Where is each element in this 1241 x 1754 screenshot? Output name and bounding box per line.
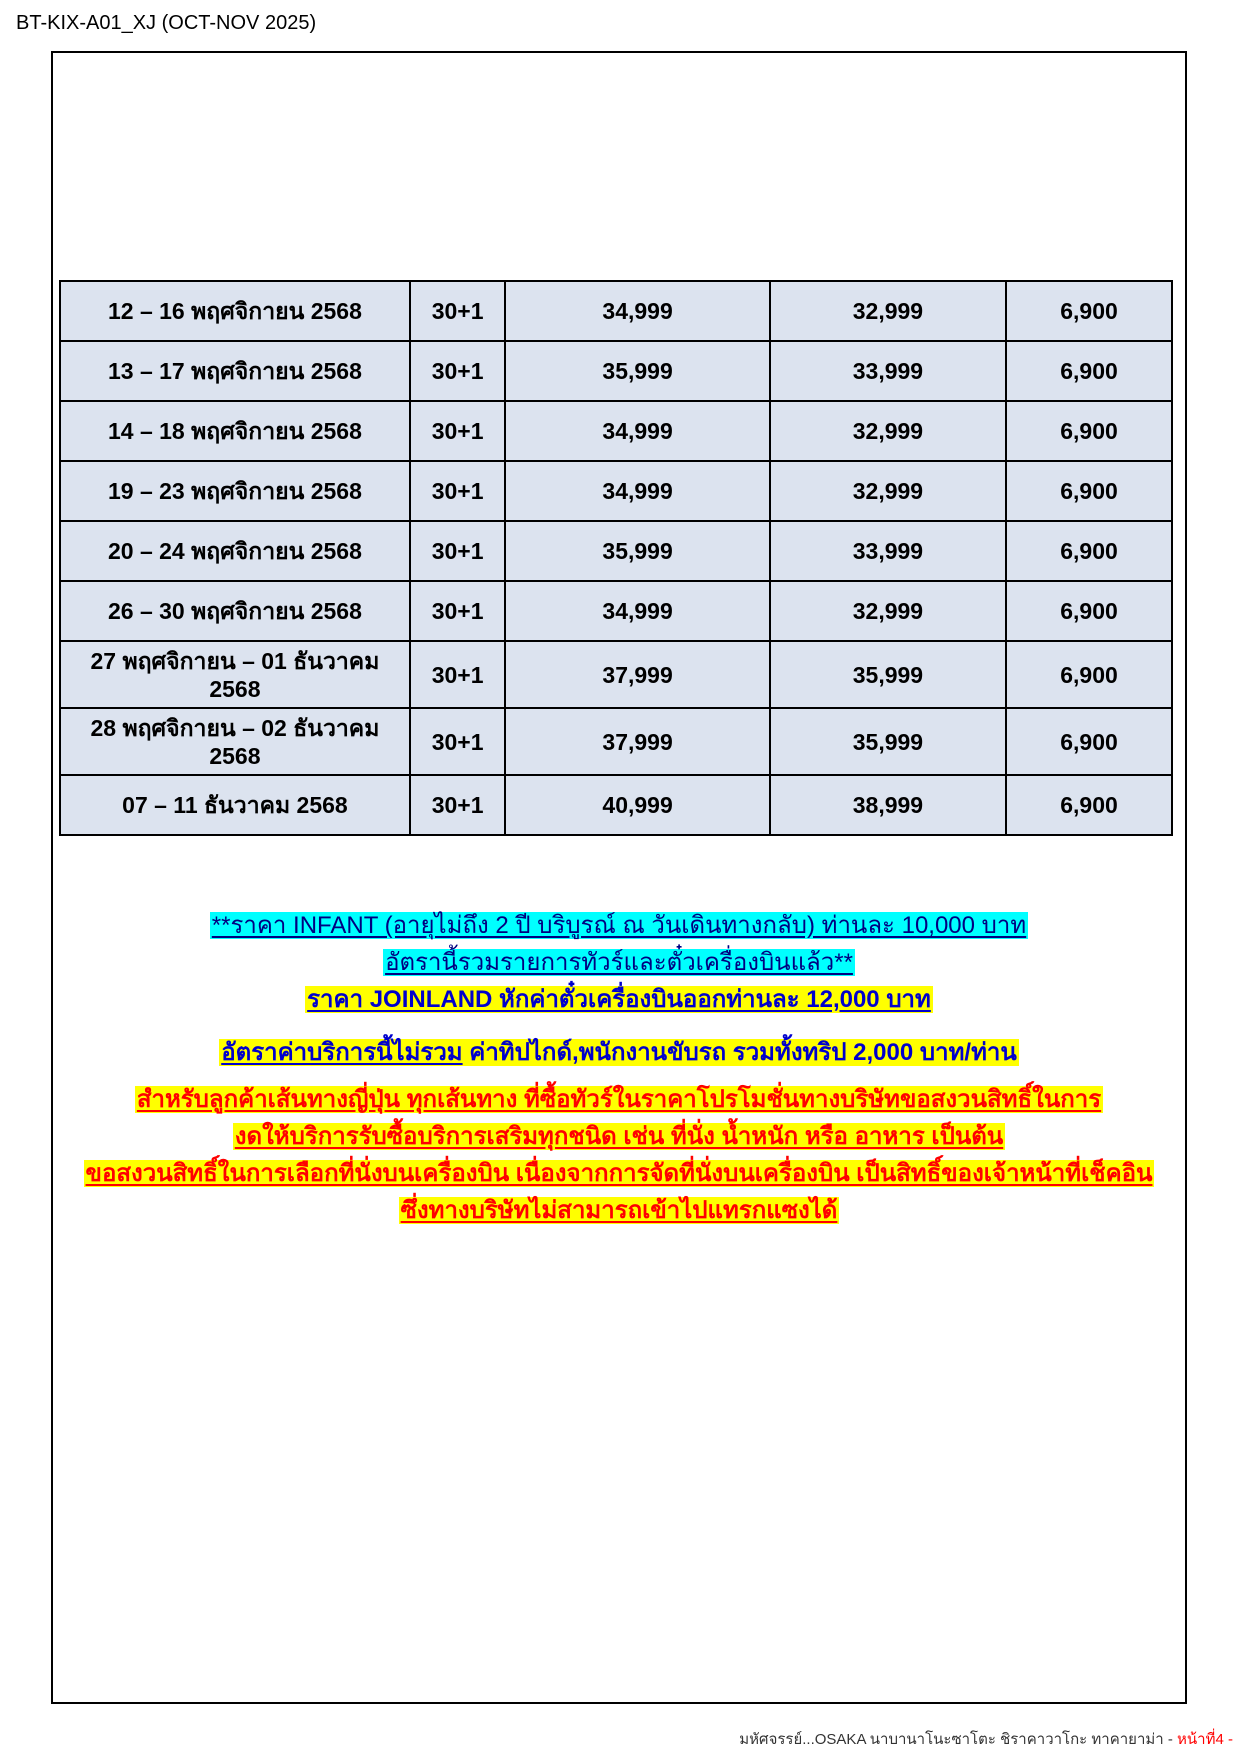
price-b-cell: 38,999	[770, 775, 1006, 835]
tip-note-highlight	[219, 1039, 1019, 1066]
date-cell: 28 พฤศจิกายน – 02 ธันวาคม 2568	[60, 708, 410, 775]
seats-cell: 30+1	[410, 341, 506, 401]
price-c-cell: 6,900	[1006, 708, 1172, 775]
joinland-note-text: ราคา JOINLAND หักค่าตั๋วเครื่องบินออกท่านละ 12,000 บาท	[307, 986, 931, 1013]
date-cell: 27 พฤศจิกายน – 01 ธันวาคม 2568	[60, 641, 410, 708]
date-cell: 07 – 11 ธันวาคม 2568	[60, 775, 410, 835]
condition-text-3: ขอสงวนสิทธิ์ในการเลือกที่นั่งบนเครื่องบิน เนื่องจากการจัดที่นั่งบนเครื่องบิน เป็นสิทธิ์ของเจ้าหน้าที่เช็คอิน	[85, 1160, 1153, 1187]
price-a-cell: 35,999	[505, 341, 769, 401]
price-a-cell: 34,999	[505, 281, 769, 341]
table-row	[60, 775, 1172, 835]
infant-note-text: **ราคา INFANT (อายุไม่ถึง 2 ปี บริบูรณ์ ณ วันเดินทางกลับ) ท่านละ 10,000 บาท	[211, 912, 1027, 939]
condition-line-2	[51, 1122, 1187, 1159]
date-cell: 19 – 23 พฤศจิกายน 2568	[60, 461, 410, 521]
date-cell: 13 – 17 พฤศจิกายน 2568	[60, 341, 410, 401]
tip-note-rest: ค่าทิปไกด์,พนักงานขับรถ รวมทั้งทริป 2,000 บาท/ท่าน	[462, 1039, 1017, 1066]
infant-note-text-2: อัตรานี้รวมรายการทัวร์และตั๋วเครื่องบินแล้ว**	[385, 949, 853, 976]
price-c-cell: 6,900	[1006, 281, 1172, 341]
table-row	[60, 461, 1172, 521]
infant-note-line-2	[51, 948, 1187, 985]
table-row	[60, 641, 1172, 708]
price-c-cell: 6,900	[1006, 341, 1172, 401]
price-a-cell: 34,999	[505, 581, 769, 641]
condition-line-4	[51, 1196, 1187, 1233]
seats-cell: 30+1	[410, 401, 506, 461]
price-c-cell: 6,900	[1006, 581, 1172, 641]
document-code: BT-KIX-A01_XJ (OCT-NOV 2025)	[16, 12, 317, 34]
price-a-cell: 35,999	[505, 521, 769, 581]
seats-cell: 30+1	[410, 775, 506, 835]
tip-note-line	[51, 1038, 1187, 1075]
date-cell: 12 – 16 พฤศจิกายน 2568	[60, 281, 410, 341]
price-c-cell: 6,900	[1006, 401, 1172, 461]
price-c-cell: 6,900	[1006, 461, 1172, 521]
price-c-cell: 6,900	[1006, 641, 1172, 708]
date-cell: 14 – 18 พฤศจิกายน 2568	[60, 401, 410, 461]
condition-text-4: ซึ่งทางบริษัทไม่สามารถเข้าไปแทรกแซงได้	[400, 1197, 838, 1224]
tip-note-prefix: อัตราค่าบริการนี้ไม่รวม	[221, 1039, 463, 1066]
price-b-cell: 32,999	[770, 461, 1006, 521]
seats-cell: 30+1	[410, 521, 506, 581]
price-b-cell: 33,999	[770, 341, 1006, 401]
table-row	[60, 708, 1172, 775]
condition-text-2: งดให้บริการรับซื้อบริการเสริมทุกชนิด เช่น ที่นั่ง น้ำหนัก หรือ อาหาร เป็นต้น	[234, 1123, 1004, 1150]
page-footer	[739, 1727, 1233, 1751]
price-b-cell: 33,999	[770, 521, 1006, 581]
table-row	[60, 521, 1172, 581]
price-table	[59, 280, 1173, 836]
condition-line-3	[51, 1159, 1187, 1196]
price-b-cell: 32,999	[770, 281, 1006, 341]
infant-note-line-1	[51, 911, 1187, 948]
table-row	[60, 341, 1172, 401]
price-b-cell: 32,999	[770, 581, 1006, 641]
price-a-cell: 34,999	[505, 461, 769, 521]
footer-page-number: หน้าที่4 -	[1177, 1731, 1233, 1748]
seats-cell: 30+1	[410, 281, 506, 341]
condition-line-1	[51, 1085, 1187, 1122]
table-row	[60, 281, 1172, 341]
price-c-cell: 6,900	[1006, 521, 1172, 581]
table-row	[60, 401, 1172, 461]
price-a-cell: 37,999	[505, 641, 769, 708]
price-b-cell: 32,999	[770, 401, 1006, 461]
price-b-cell: 35,999	[770, 708, 1006, 775]
price-b-cell: 35,999	[770, 641, 1006, 708]
footer-tour-name: มหัศจรรย์...OSAKA นาบานาโนะซาโตะ ชิราคาวาโกะ ทาคายาม่า -	[739, 1731, 1178, 1748]
price-a-cell: 37,999	[505, 708, 769, 775]
seats-cell: 30+1	[410, 708, 506, 775]
joinland-note-line	[51, 985, 1187, 1022]
price-a-cell: 34,999	[505, 401, 769, 461]
price-c-cell: 6,900	[1006, 775, 1172, 835]
date-cell: 20 – 24 พฤศจิกายน 2568	[60, 521, 410, 581]
seats-cell: 30+1	[410, 461, 506, 521]
condition-text-1: สำหรับลูกค้าเส้นทางญี่ปุ่น ทุกเส้นทาง ที่ซื้อทัวร์ในราคาโปรโมชั่นทางบริษัทขอสงวนสิทธิ์ในการ	[136, 1086, 1102, 1113]
price-a-cell: 40,999	[505, 775, 769, 835]
seats-cell: 30+1	[410, 641, 506, 708]
seats-cell: 30+1	[410, 581, 506, 641]
date-cell: 26 – 30 พฤศจิกายน 2568	[60, 581, 410, 641]
table-row	[60, 581, 1172, 641]
notes-section	[51, 911, 1187, 1233]
